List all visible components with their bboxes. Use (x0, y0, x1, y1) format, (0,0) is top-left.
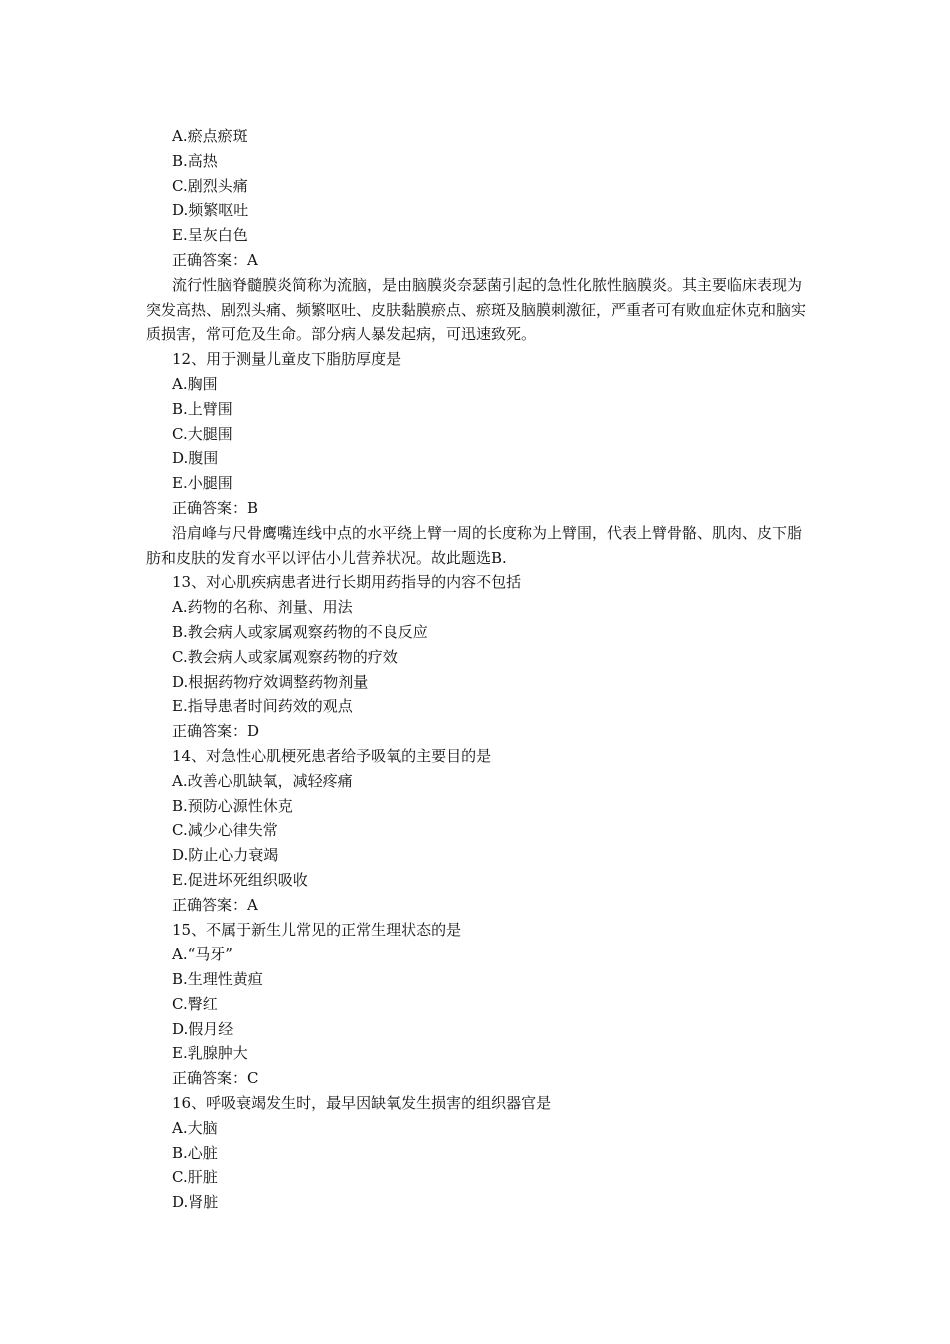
option-b: B.生理性黄疸 (172, 970, 263, 989)
correct-answer: 正确答案：C (172, 1069, 259, 1088)
option-d: D.假月经 (172, 1019, 234, 1038)
question-text: 14、对急性心肌梗死患者给予吸氧的主要目的是 (172, 746, 492, 765)
answer-explanation: 沿肩峰与尺骨鹰嘴连线中点的水平绕上臂一周的长度称为上臂围，代表上臂骨骼、肌肉、皮下脂肪和皮肤的发育水平以评估小儿营养状况。故此题选B. (146, 523, 803, 567)
option-c: C.肝脏 (172, 1168, 218, 1187)
option-b: B.上臂围 (172, 399, 233, 418)
correct-answer: 正确答案：A (172, 895, 258, 914)
option-d: D.腹围 (172, 449, 219, 468)
option-e: E.乳腺肿大 (172, 1044, 248, 1063)
question-14-block (172, 744, 812, 918)
option-e: E.小腿围 (172, 474, 233, 493)
option-a: A.瘀点瘀斑 (172, 127, 248, 145)
question-13-block (172, 570, 812, 744)
answer-explanation: 流行性脑脊髓膜炎简称为流脑，是由脑膜炎奈瑟菌引起的急性化脓性脑膜炎。其主要临床表现为突发高热、剧烈头痛、频繁呕吐、皮肤黏膜瘀点、瘀斑及脑膜刺激征，严重者可有败血症休克和脑实质损害，常可危及生命。部分病人暴发起病，可迅速致死。 (146, 275, 807, 344)
option-a: A.大脑 (172, 1118, 218, 1137)
option-a: A.胸围 (172, 374, 218, 393)
option-e: E.指导患者时间药效的观点 (172, 697, 353, 716)
option-a: A.药物的名称、剂量、用法 (172, 598, 353, 617)
option-e: E.促进坏死组织吸收 (172, 870, 308, 889)
option-c: C.大腿围 (172, 424, 233, 443)
question-text: 13、对心肌疾病患者进行长期用药指导的内容不包括 (172, 573, 522, 592)
option-c: C.教会病人或家属观察药物的疗效 (172, 647, 398, 666)
correct-answer: 正确答案：B (172, 498, 259, 517)
question-15-block (172, 918, 812, 1092)
option-c: C.剧烈头痛 (172, 176, 248, 195)
question-text: 12、用于测量儿童皮下脂肪厚度是 (172, 350, 402, 369)
question-16-block (172, 1091, 812, 1215)
option-a: A.改善心肌缺氧，减轻疼痛 (172, 771, 353, 790)
question-text: 16、呼吸衰竭发生时，最早因缺氧发生损害的组织器官是 (172, 1094, 552, 1113)
option-b: B.教会病人或家属观察药物的不良反应 (172, 622, 428, 641)
option-d: D.根据药物疗效调整药物剂量 (172, 672, 369, 691)
document-body (146, 124, 812, 1215)
correct-answer: 正确答案：A (172, 250, 258, 269)
option-d: D.防止心力衰竭 (172, 846, 279, 865)
option-b: B.高热 (172, 151, 218, 170)
question-12-block (146, 347, 812, 570)
correct-answer: 正确答案：D (172, 722, 260, 741)
option-b: B.心脏 (172, 1143, 218, 1162)
question-11-block (146, 124, 812, 347)
question-text: 15、不属于新生儿常见的正常生理状态的是 (172, 920, 462, 939)
option-a: A.“马牙” (172, 945, 233, 964)
option-d: D.肾脏 (172, 1193, 219, 1212)
option-c: C.减少心律失常 (172, 821, 278, 840)
option-b: B.预防心源性休克 (172, 796, 293, 815)
option-c: C.臀红 (172, 994, 218, 1013)
option-d: D.频繁呕吐 (172, 201, 249, 220)
option-e: E.呈灰白色 (172, 226, 248, 245)
